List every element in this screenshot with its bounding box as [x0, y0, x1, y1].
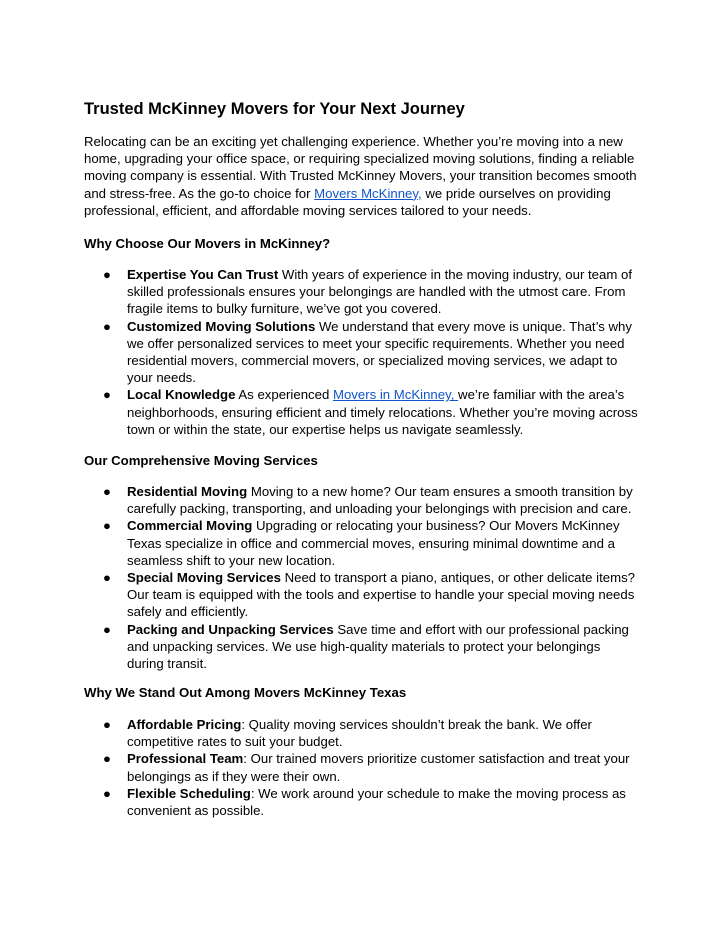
- list-item-text: Save time and effort with our professional packing and unpacking services. We use high-quality materials to protect your belongings during transit.: [127, 621, 629, 672]
- bullet-icon: ●: [103, 318, 111, 334]
- list-item: [84, 266, 640, 318]
- list-item-text: Need to transport a piano, antiques, or other delicate items? Our team is equipped with the tools and expertise to handle your special moving needs safely and efficiently.: [127, 570, 636, 620]
- list-item: [84, 569, 640, 621]
- bullet-icon: ●: [103, 785, 111, 801]
- intro-text-2: we pride ourselves on providing professional, efficient, and affordable moving services tailored to your needs.: [84, 185, 611, 218]
- list-item-title: Packing and Unpacking Services: [127, 621, 334, 637]
- list-item: [84, 750, 640, 784]
- list-item-title: Special Moving Services: [127, 570, 281, 586]
- bullet-icon: ●: [103, 751, 111, 767]
- list-item: [84, 318, 640, 387]
- list-item-title: Professional Team: [127, 751, 244, 767]
- page-title: Trusted McKinney Movers for Your Next Journey: [84, 100, 465, 118]
- list-item-text: Upgrading or relocating your business? Our Movers McKinney Texas specialize in office and commercial moves, ensuring minimal downtime and a seamless shift to your new location.: [127, 518, 620, 568]
- bullet-icon: ●: [103, 387, 111, 403]
- movers-mckinney-link[interactable]: Movers McKinney,: [314, 185, 422, 201]
- section-heading-services: Our Comprehensive Moving Services: [84, 453, 318, 468]
- list-item: [84, 621, 640, 673]
- list-item-text: With years of experience in the moving industry, our team of skilled professionals ensures your belongings are handled with the utmost care. From fragile items to bulky furniture, we’ve got you covered.: [127, 267, 633, 317]
- services-list: [84, 483, 640, 672]
- list-item: [84, 716, 640, 750]
- list-item-title: Affordable Pricing: [127, 717, 242, 732]
- list-item-text: : We work around your schedule to make the moving process as convenient as possible.: [127, 785, 626, 819]
- movers-in-mckinney-link[interactable]: Movers in McKinney,: [332, 387, 459, 403]
- list-item: [84, 517, 640, 569]
- list-item: [84, 785, 640, 819]
- intro-text-1: Relocating can be an exciting yet challenging experience. Whether you’re moving into a new home, upgrading your office space, or requiring specialized moving solutions, finding a reliable moving company is essential. With Trusted McKinney Movers, your transition becomes smooth and stress-free. As the go-to choice for: [84, 134, 637, 201]
- bullet-icon: ●: [103, 621, 111, 637]
- list-item-text: As experienced: [235, 387, 333, 403]
- section-heading-stand-out: Why We Stand Out Among Movers McKinney Texas: [84, 685, 407, 700]
- intro-paragraph: [84, 133, 640, 219]
- list-item-title: Expertise You Can Trust: [127, 267, 279, 282]
- list-item-title: Flexible Scheduling: [127, 785, 251, 801]
- list-item-title: Commercial Moving: [127, 518, 253, 534]
- section-heading-why-choose: Why Choose Our Movers in McKinney?: [84, 236, 331, 251]
- stand-out-list: [84, 716, 640, 819]
- bullet-icon: ●: [103, 267, 111, 282]
- list-item-text: we’re familiar with the area’s neighborhoods, ensuring efficient and timely relocations. Whether you’re moving across town or within the state, our expertise helps us navigate seamlessly.: [127, 387, 638, 437]
- list-item: [84, 386, 640, 438]
- list-item-text: : Our trained movers prioritize customer satisfaction and treat your belongings as if they were their own.: [127, 751, 630, 784]
- why-choose-list: [84, 266, 640, 438]
- bullet-icon: ●: [103, 484, 111, 499]
- bullet-icon: ●: [103, 717, 111, 732]
- list-item-title: Residential Moving: [127, 484, 248, 499]
- list-item-text: We understand that every move is unique. That’s why we offer personalized services to meet your specific requirements. Whether you need residential movers, commercial movers, or specialized moving services, we adapt to your needs.: [127, 318, 632, 386]
- list-item-text: Moving to a new home? Our team ensures a smooth transition by carefully packing, transporting, and unloading your belongings with precision and care.: [127, 484, 633, 517]
- bullet-icon: ●: [103, 570, 111, 586]
- list-item-text: : Quality moving services shouldn’t break the bank. We offer competitive rates to suit your budget.: [127, 717, 592, 750]
- list-item-title: Customized Moving Solutions: [127, 318, 316, 334]
- list-item-title: Local Knowledge: [127, 387, 236, 403]
- list-item: [84, 483, 640, 517]
- bullet-icon: ●: [103, 518, 111, 534]
